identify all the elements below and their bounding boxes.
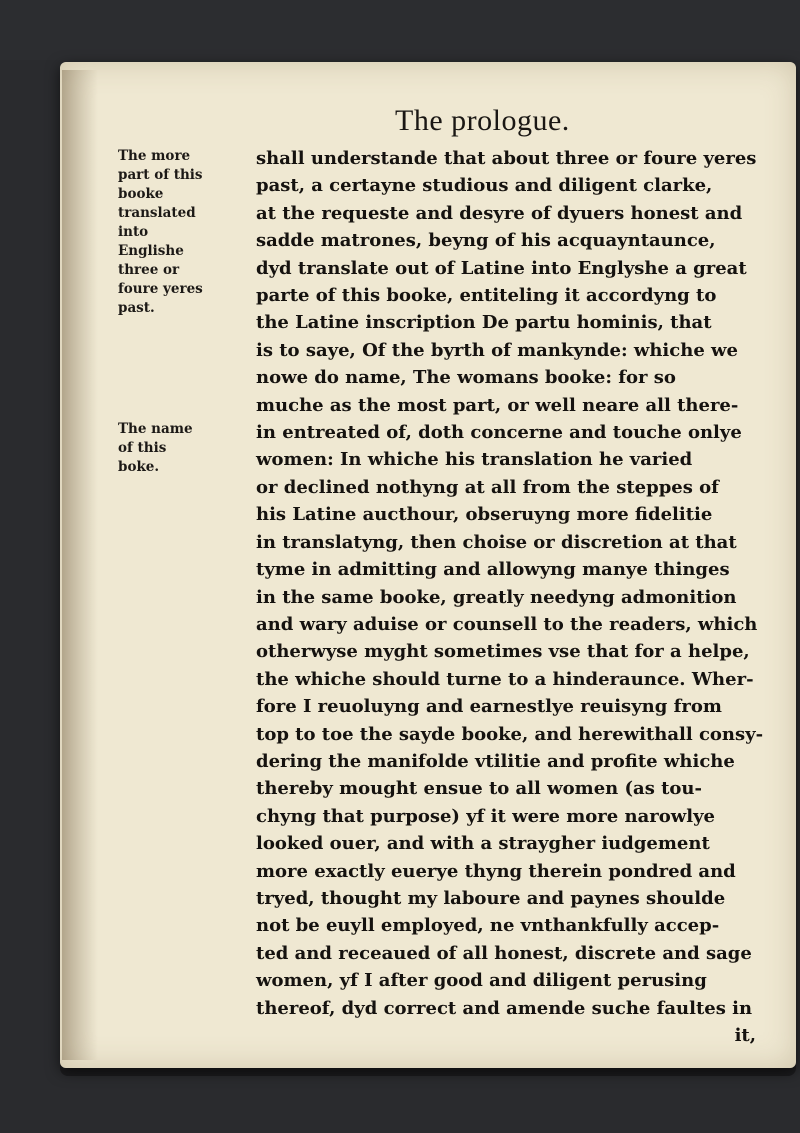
text-line: in entreated of, doth concerne and touche onlye <box>256 422 742 444</box>
text-line: more exactly euerye thyng therein pondred and <box>256 860 736 882</box>
text-line: thereby mought ensue to all women (as tou- <box>256 778 702 800</box>
text-line: nowe do name, The womans booke: for so <box>256 367 676 389</box>
margin-note-translation: The more part of this booke translated into Englishe three or foure yeres past. <box>118 148 203 316</box>
text-line: ted and receaued of all honest, discrete and sage <box>256 942 752 964</box>
text-line: thereof, dyd correct and amende suche faultes in <box>256 997 753 1019</box>
running-head: The prologue. <box>395 104 570 137</box>
text-line: it, <box>734 1025 756 1046</box>
text-line: or declined nothyng at all from the steppes of <box>256 476 719 498</box>
text-line: the whiche should turne to a hinderaunce. Wher- <box>256 668 754 690</box>
text-line: dering the manifolde vtilitie and profite whiche <box>256 750 735 772</box>
text-line: chyng that purpose) yf it were more narowlye <box>256 805 715 827</box>
text-line: in the same booke, greatly needyng admonition <box>256 586 737 608</box>
dark-backdrop <box>0 0 800 60</box>
text-line: top to toe the sayde booke, and herewithall consy- <box>256 723 764 745</box>
text-line: past, a certayne studious and diligent clarke, <box>256 175 713 197</box>
text-line: looked ouer, and with a straygher iudgement <box>256 833 710 855</box>
text-line: otherwyse myght sometimes vse that for a helpe, <box>256 641 750 663</box>
page-gutter-shadow <box>62 70 98 1060</box>
text-line: in translatyng, then choise or discretion at that <box>256 531 737 553</box>
text-line: tyme in admitting and allowyng manye thinges <box>256 559 730 581</box>
text-line: women: In whiche his translation he varied <box>256 449 693 471</box>
text-line: shall understande that about three or foure yeres <box>256 148 757 169</box>
prologue-body-text <box>256 145 776 1049</box>
text-line: dyd translate out of Latine into Englyshe a great <box>256 257 747 279</box>
text-line: is to saye, Of the byrth of mankynde: whiche we <box>256 339 738 361</box>
margin-note-book-name: The name of this boke. <box>118 421 193 475</box>
text-line: his Latine aucthour, obseruyng more fidelitie <box>256 504 713 526</box>
text-line: muche as the most part, or well neare all there- <box>256 394 739 416</box>
text-line: not be euyll employed, ne vnthankfully accep- <box>256 915 720 937</box>
text-line: women, yf I after good and diligent perusing <box>256 970 707 992</box>
text-line: at the requeste and desyre of dyuers honest and <box>256 202 743 224</box>
text-line: tryed, thought my laboure and paynes shoulde <box>256 887 726 909</box>
text-line: parte of this booke, entiteling it accordyng to <box>256 285 717 307</box>
text-line: fore I reuoluyng and earnestlye reuisyng from <box>256 696 722 718</box>
text-line: and wary aduise or counsell to the readers, which <box>256 613 758 635</box>
text-line: the Latine inscription De partu hominis, that <box>256 312 712 334</box>
text-line: sadde matrones, beyng of his acquayntaunce, <box>256 230 716 252</box>
